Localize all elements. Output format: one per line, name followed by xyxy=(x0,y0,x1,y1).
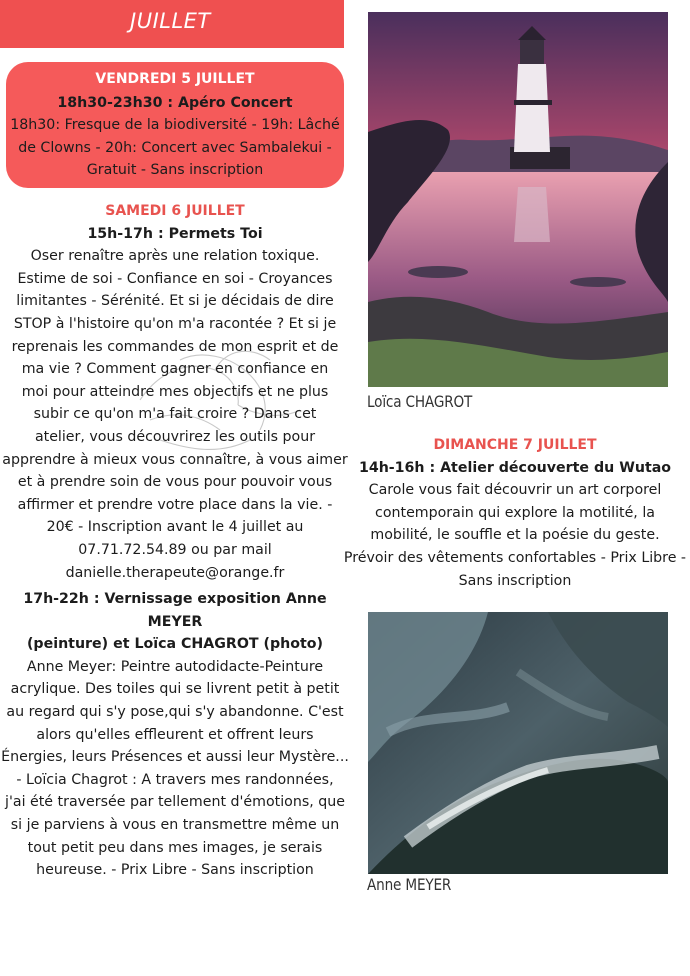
saturday-event1-line: reprenais les commandes de mon esprit et de xyxy=(11,338,339,355)
sunday-title: 14h-16h : Atelier découverte du Wutao xyxy=(358,459,672,476)
friday-line: de Clowns - 20h: Concert avec Sambalekui - xyxy=(18,139,332,156)
saturday-event2-line: alors qu'elles effleurent et offrent leurs xyxy=(36,726,314,743)
saturday-event1-line: atelier, vous découvrirez les outils pour xyxy=(34,428,316,445)
friday-heading: VENDREDI 5 JUILLET xyxy=(95,71,255,87)
saturday-event1-line: 20€ - Inscription avant le 4 juillet au xyxy=(46,519,304,536)
month-title: JUILLET xyxy=(130,9,211,33)
friday-line: 18h30: Fresque de la biodiversité - 19h: Lâché xyxy=(10,117,340,134)
painting-caption: Anne MEYER xyxy=(367,875,452,894)
saturday-event1-line: moi pour atteindre mes objectifs et ne plus xyxy=(21,383,329,400)
saturday-event2-line: tout petit peu dans mes images, je serais xyxy=(27,839,323,856)
sunday-heading: DIMANCHE 7 JUILLET xyxy=(433,437,597,453)
saturday-event2-line: Énergies, leurs Présences et aussi leur Mystère... xyxy=(1,749,349,766)
saturday-event1-line: 07.71.72.54.89 ou par mail xyxy=(78,541,272,558)
saturday-heading: SAMEDI 6 JUILLET xyxy=(105,203,245,219)
painting-image xyxy=(368,612,668,874)
saturday-event1-title: 15h-17h : Permets Toi xyxy=(87,225,263,242)
saturday-event2-line: j'ai été traversée par tellement d'émotions, que xyxy=(5,794,345,811)
saturday-event2-line: acrylique. Des toiles qui se livrent petit à petit xyxy=(10,681,340,698)
saturday-event1-line: et à prendre soin de vous pour pouvoir vous xyxy=(17,474,333,491)
saturday-block xyxy=(0,200,350,882)
sunday-block xyxy=(340,434,690,592)
friday-block xyxy=(6,68,344,182)
saturday-event1-line: limitantes - Sérénité. Et si je décidais de dire xyxy=(16,293,334,310)
month-banner xyxy=(0,0,344,48)
saturday-event1-line: Estime de soi - Confiance en soi - Croyances xyxy=(17,270,333,287)
saturday-event1-line: subir ce qu'on m'a fait croire ? Dans cet xyxy=(33,406,317,423)
friday-title: 18h30-23h30 : Apéro Concert xyxy=(57,94,293,111)
saturday-event2-title: 17h-22h : Vernissage exposition Anne MEYER xyxy=(23,591,327,630)
saturday-event1-email: danielle.therapeute@orange.fr xyxy=(65,564,285,581)
saturday-event2-line: heureuse. - Prix Libre - Sans inscription xyxy=(36,862,314,879)
saturday-event1-line: affirmer et prendre votre place dans la vie. - xyxy=(17,496,333,513)
saturday-event1-line: STOP à l'histoire qu'on m'a racontée ? Et si je xyxy=(13,315,337,332)
sunday-line: contemporain qui explore la motilité, la xyxy=(375,504,655,521)
lighthouse-photo xyxy=(368,12,668,387)
saturday-event2-title: (peinture) et Loïca CHAGROT (photo) xyxy=(26,636,324,653)
photo-caption: Loïca CHAGROT xyxy=(367,392,473,411)
sunday-line: Prévoir des vêtements confortables - Prix Libre - xyxy=(343,549,687,566)
saturday-event2-line: - Loïcia Chagrot : A travers mes randonnées, xyxy=(16,771,334,788)
friday-line: Gratuit - Sans inscription xyxy=(86,162,264,179)
saturday-event2-line: Anne Meyer: Peintre autodidacte-Peinture xyxy=(26,658,324,675)
saturday-event1-line: ma vie ? Comment gagner en confiance en xyxy=(21,361,329,378)
saturday-event1-line: Oser renaître après une relation toxique. xyxy=(30,248,320,265)
sunday-line: Carole vous fait découvrir un art corporel xyxy=(368,482,662,499)
sunday-line: mobilité, le souffle et la poésie du geste. xyxy=(370,527,660,544)
saturday-event2-line: au regard qui s'y pose,qui s'y abandonne. C'est xyxy=(6,704,344,721)
saturday-event1-line: apprendre à mieux vous connaître, à vous aimer xyxy=(2,451,348,468)
sunday-line: Sans inscription xyxy=(458,572,572,589)
saturday-event2-line: si je parviens à vous en transmettre même un xyxy=(10,817,340,834)
